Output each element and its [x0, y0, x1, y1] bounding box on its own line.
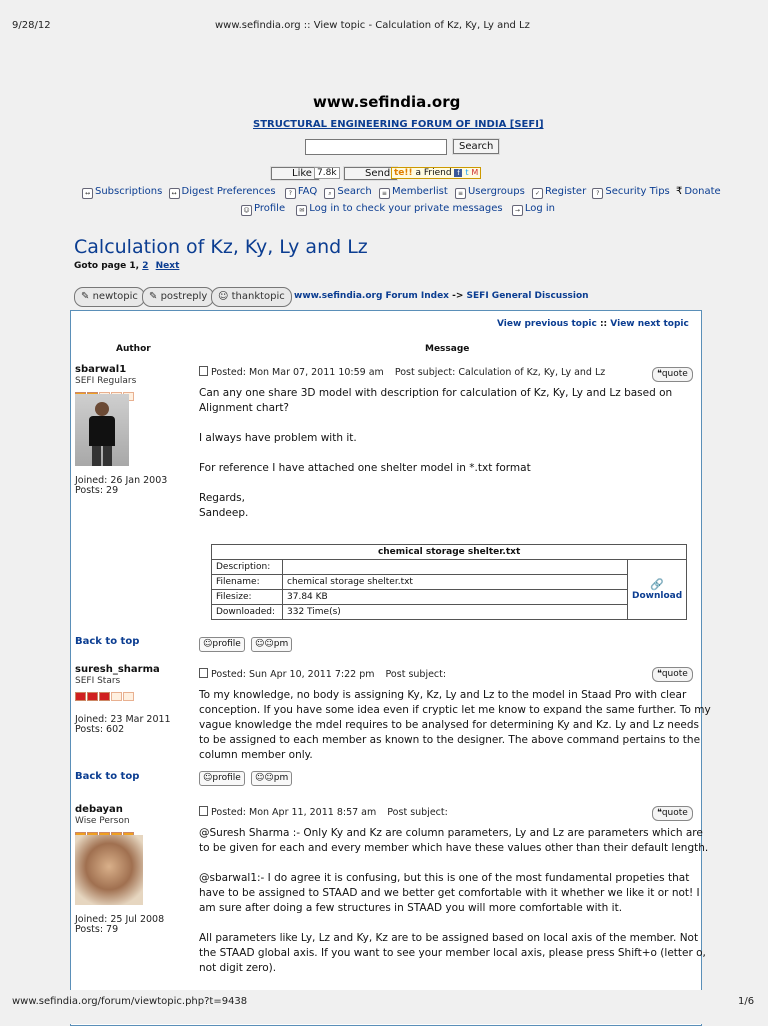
author-rank: SEFI Stars	[75, 676, 121, 686]
nav-digest-label: Digest Preferences	[181, 186, 276, 197]
attachment-name: chemical storage shelter.txt	[212, 545, 687, 560]
attachment-value	[283, 560, 628, 575]
profile-button[interactable]	[199, 771, 245, 786]
post-line: I always have problem with it.	[199, 432, 357, 444]
post-line	[199, 446, 672, 461]
tell-friend-button[interactable]	[391, 167, 481, 179]
posted-date: Posted: Mon Mar 07, 2011 10:59 am	[211, 367, 384, 378]
nav-search[interactable]	[324, 186, 371, 197]
post-line: conception. If you have some idea even if cryptic let me know to expand the same further. To my	[199, 704, 711, 716]
twitter-icon: t	[465, 168, 469, 177]
rupee-icon: ₹	[675, 186, 683, 197]
avatar	[75, 835, 143, 905]
nav-register-label: Register	[545, 186, 587, 197]
quote-button[interactable]	[652, 367, 693, 382]
print-page-number: 1/6	[738, 996, 755, 1007]
quote-icon: ❝	[657, 369, 662, 379]
attachment-label: Filesize:	[212, 590, 283, 605]
tell-friend-label: a Friend	[415, 168, 452, 178]
nav-private-messages[interactable]	[296, 203, 502, 214]
post-line: @Suresh Sharma :- Only Ky and Kz are column parameters, Ly and Lz are parameters which are	[199, 827, 703, 839]
new-topic-button[interactable]	[74, 287, 145, 307]
messages-icon: ✉	[296, 205, 307, 216]
print-url: www.sefindia.org/forum/viewtopic.php?t=9438	[12, 996, 248, 1007]
topic-title[interactable]: Calculation of Kz, Ky, Ly and Lz	[74, 236, 368, 258]
post-author[interactable]: suresh_sharma	[75, 664, 160, 675]
posted-date: Posted: Mon Apr 11, 2011 8:57 am	[211, 807, 377, 818]
author-rank: Wise Person	[75, 816, 130, 826]
nav-usergroups-label: Usergroups	[467, 186, 525, 197]
post-line: to be assigned to each member as known to the designer. The above command pertains to the	[199, 734, 701, 746]
posted-date: Posted: Sun Apr 10, 2011 7:22 pm	[211, 669, 375, 680]
post-line: vague knowledge the mdel requires to be analysed for determining Ky and Kz. Ly and Lz needs	[199, 719, 700, 731]
post-author[interactable]: sbarwal1	[75, 364, 127, 375]
print-title: www.sefindia.org :: View topic - Calculation of Kz, Ky, Ly and Lz	[215, 20, 530, 31]
author-joined: Joined: 25 Jul 2008	[75, 914, 165, 925]
goto-page	[74, 261, 179, 271]
thank-topic-icon: ☺	[218, 291, 229, 302]
avatar	[75, 394, 129, 466]
nav-security-label: Security Tips	[605, 186, 670, 197]
send-label: Send	[365, 168, 391, 179]
thank-topic-label: thanktopic	[231, 291, 285, 302]
post-line: not digit zero).	[199, 962, 277, 974]
like-button[interactable]	[271, 167, 319, 180]
nav-donate-label: Donate	[684, 186, 721, 197]
profile-btn-icon: ☺	[203, 639, 213, 649]
nav-digest-preferences[interactable]	[169, 186, 276, 197]
nav-register[interactable]	[532, 186, 586, 197]
goto-page-2[interactable]: 2	[142, 261, 149, 271]
send-button[interactable]	[344, 167, 397, 180]
post-line: to be given for each and every member which have these values other than their default length.	[199, 842, 709, 854]
nav-security-tips[interactable]	[592, 186, 669, 197]
like-label: Like	[292, 168, 312, 179]
profile-btn-icon: ☺	[203, 773, 213, 783]
post-line: am sure after doing a few structures in STAAD you will more comfortable with it.	[199, 902, 623, 914]
breadcrumb-forum[interactable]: SEFI General Discussion	[466, 291, 589, 301]
breadcrumb-index[interactable]: www.sefindia.org Forum Index	[294, 291, 449, 301]
attachment-label: Downloaded:	[212, 605, 283, 620]
post-line: column member only.	[199, 749, 313, 761]
post-subject: Post subject:	[385, 669, 447, 680]
profile-icon: ☺	[241, 205, 252, 216]
thank-topic-button[interactable]	[211, 287, 292, 307]
search-button[interactable]: Search	[453, 139, 499, 154]
nav-faq[interactable]	[285, 186, 317, 197]
nav-pm-label: Log in to check your private messages	[309, 203, 503, 214]
nav-search-label: Search	[337, 186, 372, 197]
attachment-value: chemical storage shelter.txt	[283, 575, 628, 590]
post-line: Alignment chart?	[199, 402, 290, 414]
post-author[interactable]: debayan	[75, 804, 123, 815]
quote-label: quote	[661, 669, 688, 679]
nav-subscriptions-label: Subscriptions	[95, 186, 163, 197]
attachment-label: Description:	[212, 560, 283, 575]
post-reply-label: postreply	[160, 291, 208, 302]
pm-btn-label: pm	[273, 773, 289, 783]
post-subject: Post subject: Calculation of Kz, Ky, Ly and Lz	[394, 367, 606, 378]
nav-login-label: Log in	[524, 203, 555, 214]
post-line	[199, 416, 672, 431]
back-to-top-link[interactable]: Back to top	[75, 771, 140, 782]
post-icon	[199, 366, 208, 376]
breadcrumb	[294, 291, 589, 301]
search-input[interactable]	[305, 139, 447, 155]
author-posts: Posts: 29	[75, 485, 119, 496]
profile-btn-label: profile	[212, 773, 241, 783]
nav-donate[interactable]	[676, 186, 721, 197]
post-line: Regards,	[199, 492, 245, 504]
post-line	[199, 856, 708, 871]
nav-subscriptions[interactable]	[82, 186, 162, 197]
goto-next[interactable]: Next	[155, 261, 180, 271]
profile-btn-label: profile	[212, 639, 241, 649]
topic-nav-sep: ::	[599, 319, 608, 329]
post-line: For reference I have attached one shelter model in *.txt format	[199, 462, 531, 474]
attachment-label: Filename:	[212, 575, 283, 590]
post-line: All parameters like Ly, Lz and Ky, Kz are to be assigned based on local axis of the member. Not	[199, 932, 699, 944]
author-posts: Posts: 79	[75, 924, 119, 935]
search-icon: ⌕	[324, 188, 335, 199]
quote-label: quote	[661, 808, 688, 818]
post-header	[199, 366, 605, 378]
post-body	[199, 826, 708, 976]
nav-row-1	[82, 186, 721, 199]
quote-icon: ❝	[657, 808, 662, 818]
profile-button[interactable]	[199, 637, 245, 652]
post-line: Can any one share 3D model with description for calculation of Kz, Ky, Ly and Lz based on	[199, 387, 673, 399]
post-line: the STAAD global axis. If you want to see your member local axis, please press Shift+o (letter o,	[199, 947, 706, 959]
pm-btn-label: pm	[273, 639, 289, 649]
next-topic-link[interactable]: View next topic	[610, 319, 689, 329]
security-tips-icon: ?	[592, 188, 603, 199]
pm-button[interactable]	[251, 771, 292, 786]
tell-friend-icon: te!!	[394, 168, 413, 178]
post-line	[199, 916, 708, 931]
nav-profile-label: Profile	[254, 203, 286, 214]
author-header: Author	[116, 344, 151, 354]
post-body	[199, 688, 711, 763]
post-subject: Post subject:	[387, 807, 448, 818]
download-cell[interactable]	[628, 560, 687, 620]
post-line: To my knowledge, no body is assigning Ky, Kz, Ly and Lz to the model in Staad Pro with clear	[199, 689, 687, 701]
usergroups-icon: ≡	[455, 188, 466, 199]
author-posts: Posts: 602	[75, 724, 125, 735]
quote-icon: ❝	[657, 669, 662, 679]
gmail-icon: M	[471, 168, 479, 177]
goto-separator: ,	[135, 261, 140, 271]
nav-memberlist[interactable]	[379, 186, 448, 197]
site-title[interactable]: www.sefindia.org	[313, 93, 461, 111]
message-header: Message	[425, 344, 470, 354]
goto-label: Goto page	[74, 261, 127, 271]
attachment-box	[211, 544, 687, 620]
post-body	[199, 386, 672, 521]
author-joined: Joined: 23 Mar 2011	[75, 714, 171, 725]
rank-stars	[75, 686, 135, 705]
new-topic-label: newtopic	[92, 291, 138, 302]
like-count: 7.8k	[314, 167, 340, 179]
facebook-icon: f	[454, 169, 462, 177]
quote-label: quote	[661, 369, 688, 379]
print-date: 9/28/12	[12, 20, 51, 31]
back-to-top-link[interactable]: Back to top	[75, 636, 140, 647]
quote-button[interactable]	[652, 667, 693, 682]
post-line: @sbarwal1:- I do agree it is confusing, but this is one of the most fundamental propeties that	[199, 872, 690, 884]
post-icon	[199, 668, 208, 678]
post-line: Sandeep.	[199, 507, 249, 519]
digest-icon: ↔	[169, 188, 180, 199]
download-icon: 🔗	[650, 578, 664, 591]
pm-button[interactable]	[251, 637, 292, 652]
topic-navigation	[497, 319, 689, 329]
post-reply-button[interactable]	[142, 287, 214, 307]
post-line: have to be assigned to STAAD and we better get comfortable with it whether we like it or not! I	[199, 887, 700, 899]
attachment-value: 332 Time(s)	[283, 605, 628, 620]
forum-name-link[interactable]: STRUCTURAL ENGINEERING FORUM OF INDIA [SEFI]	[253, 119, 544, 130]
new-topic-icon: ✎	[81, 291, 90, 302]
post-icon	[199, 806, 208, 816]
nav-usergroups[interactable]	[455, 186, 525, 197]
nav-login[interactable]	[512, 203, 555, 214]
quote-button[interactable]	[652, 806, 693, 821]
nav-profile[interactable]	[241, 203, 285, 214]
subscriptions-icon: ↔	[82, 188, 93, 199]
memberlist-icon: ≡	[379, 188, 390, 199]
login-icon: →	[512, 205, 523, 216]
pm-btn-icon: ☺☺	[255, 773, 274, 783]
nav-row-2	[241, 203, 555, 216]
attachment-value: 37.84 KB	[283, 590, 628, 605]
pm-btn-icon: ☺☺	[255, 639, 274, 649]
nav-faq-label: FAQ	[297, 186, 318, 197]
download-link[interactable]: Download	[632, 591, 683, 601]
previous-topic-link[interactable]: View previous topic	[497, 319, 597, 329]
nav-memberlist-label: Memberlist	[391, 186, 448, 197]
post-reply-icon: ✎	[149, 291, 158, 302]
register-icon: ✓	[532, 188, 543, 199]
post-header	[199, 806, 448, 818]
goto-current: 1	[129, 261, 136, 271]
faq-icon: ?	[285, 188, 296, 199]
breadcrumb-sep: ->	[452, 291, 464, 301]
author-joined: Joined: 26 Jan 2003	[75, 475, 168, 486]
post-line	[199, 476, 672, 491]
post-header	[199, 668, 446, 680]
author-rank: SEFI Regulars	[75, 376, 137, 386]
